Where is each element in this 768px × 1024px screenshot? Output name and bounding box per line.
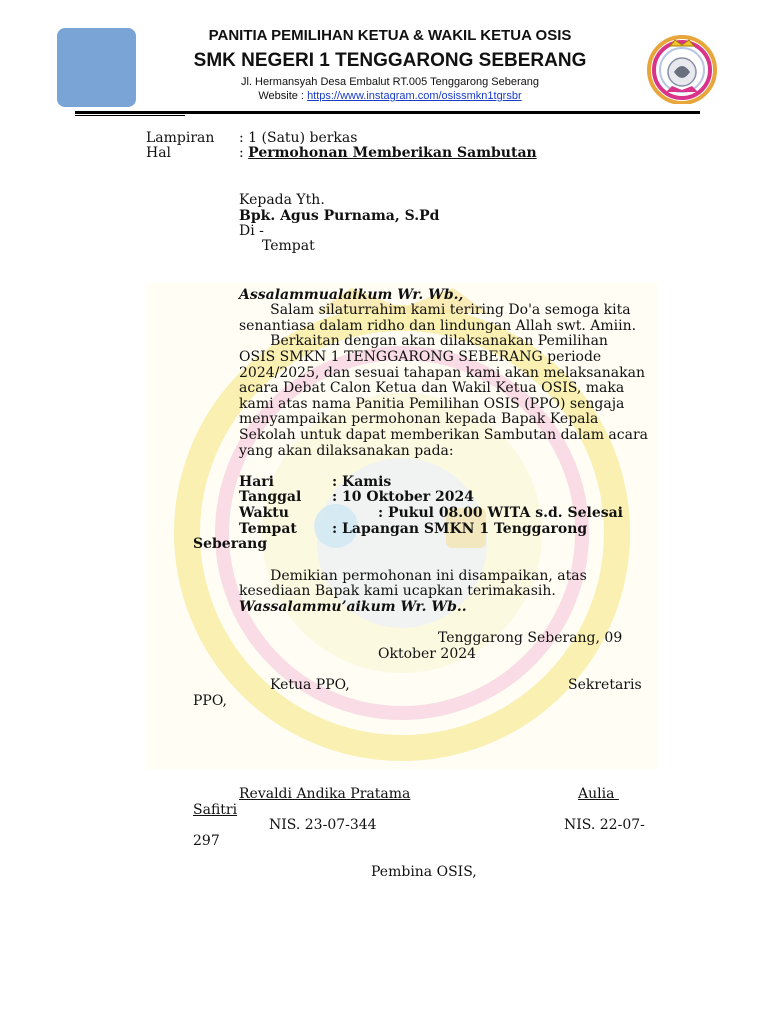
sekretaris-label: Sekretaris (568, 677, 642, 693)
body-line: yang akan dilaksanakan pada: (239, 443, 454, 459)
waktu-value: : Pukul 08.00 WITA s.d. Selesai (378, 505, 623, 521)
tempat-value-cont: Seberang (193, 536, 268, 552)
place-date: Tenggarong Seberang, 09 (438, 630, 623, 646)
recipient-di: Di - (239, 223, 264, 239)
osis-logo-icon (644, 32, 720, 104)
closing-line: kesediaan Bapak kami ucapkan terimakasih. (239, 583, 556, 599)
sekretaris-name: Aulia (578, 786, 619, 802)
sekretaris-nis-cont: 297 (193, 833, 220, 849)
org-title: PANITIA PEMILIHAN KETUA & WAKIL KETUA OSIS (208, 27, 572, 44)
hari-label: Hari (239, 474, 274, 490)
website-line (140, 90, 640, 102)
recipient-name: Bpk. Agus Purnama, S.Pd (239, 208, 440, 224)
left-logo-placeholder (57, 28, 136, 107)
greeting: Assalammualaikum Wr. Wb., (239, 287, 464, 303)
hal-line (239, 146, 537, 162)
school-address: Jl. Hermansyah Desa Embalut RT.005 Tenggarong Seberang (241, 76, 539, 88)
lampiran-label: Lampiran (146, 130, 215, 146)
closing-line: Demikian permohonan ini disampaikan, atas (239, 568, 587, 584)
body-line: Sekolah untuk dapat memberikan Sambutan dalam acara (239, 427, 648, 443)
body-line: menyampaikan permohonan kepada Bapak Kepala (239, 411, 599, 427)
header-rule-thin (75, 115, 185, 116)
body-line: 2024/2025, dan sesuai tahapan kami akan melaksanakan (239, 365, 645, 381)
hari-value: : Kamis (332, 474, 392, 490)
tanggal-label: Tanggal (239, 489, 302, 505)
website-link[interactable]: https://www.instagram.com/osissmkn1tgrsbr (307, 90, 522, 102)
school-name: SMK NEGERI 1 TENGGARONG SEBERANG (193, 50, 587, 71)
lampiran-value: : 1 (Satu) berkas (239, 130, 358, 146)
tempat-label: Tempat (239, 521, 297, 537)
body-line: kami atas nama Panitia Pemilihan OSIS (PPO) sengaja (239, 396, 625, 412)
place-date-cont: Oktober 2024 (378, 646, 477, 662)
waktu-label: Waktu (239, 505, 289, 521)
sekretaris-nis: NIS. 22-07- (564, 817, 645, 833)
body-line: senantiasa dalam ridho dan lindungan Allah swt. Amiin. (239, 318, 637, 334)
ketua-nis: NIS. 23-07-344 (269, 817, 377, 833)
sekretaris-label-cont: PPO, (193, 693, 227, 709)
header-rule (75, 111, 700, 114)
ketua-label: Ketua PPO, (270, 677, 350, 693)
hal-colon: : (239, 145, 249, 161)
kepada-yth: Kepada Yth. (239, 192, 325, 208)
tanggal-value: : 10 Oktober 2024 (332, 489, 475, 505)
hal-value: Permohonan Memberikan Sambutan (248, 145, 537, 161)
ketua-name: Revaldi Andika Pratama (239, 786, 411, 802)
body-line: OSIS SMKN 1 TENGGARONG SEBERANG periode (239, 349, 602, 365)
sekretaris-name-cont: Safitri (193, 802, 238, 818)
closing-greeting: Wassalammu’aikum Wr. Wb.. (239, 599, 467, 615)
hal-label: Hal (146, 145, 172, 161)
body-line: Berkaitan dengan akan dilaksanakan Pemilihan (239, 333, 608, 349)
pembina-label: Pembina OSIS, (371, 864, 477, 880)
body-line: Salam silaturrahim kami teriring Do'a semoga kita (239, 302, 631, 318)
website-label: Website : (258, 90, 308, 102)
recipient-tempat: Tempat (262, 238, 315, 254)
body-line: acara Debat Calon Ketua dan Wakil Ketua OSIS, maka (239, 380, 625, 396)
tempat-value: : Lapangan SMKN 1 Tenggarong (332, 521, 588, 537)
